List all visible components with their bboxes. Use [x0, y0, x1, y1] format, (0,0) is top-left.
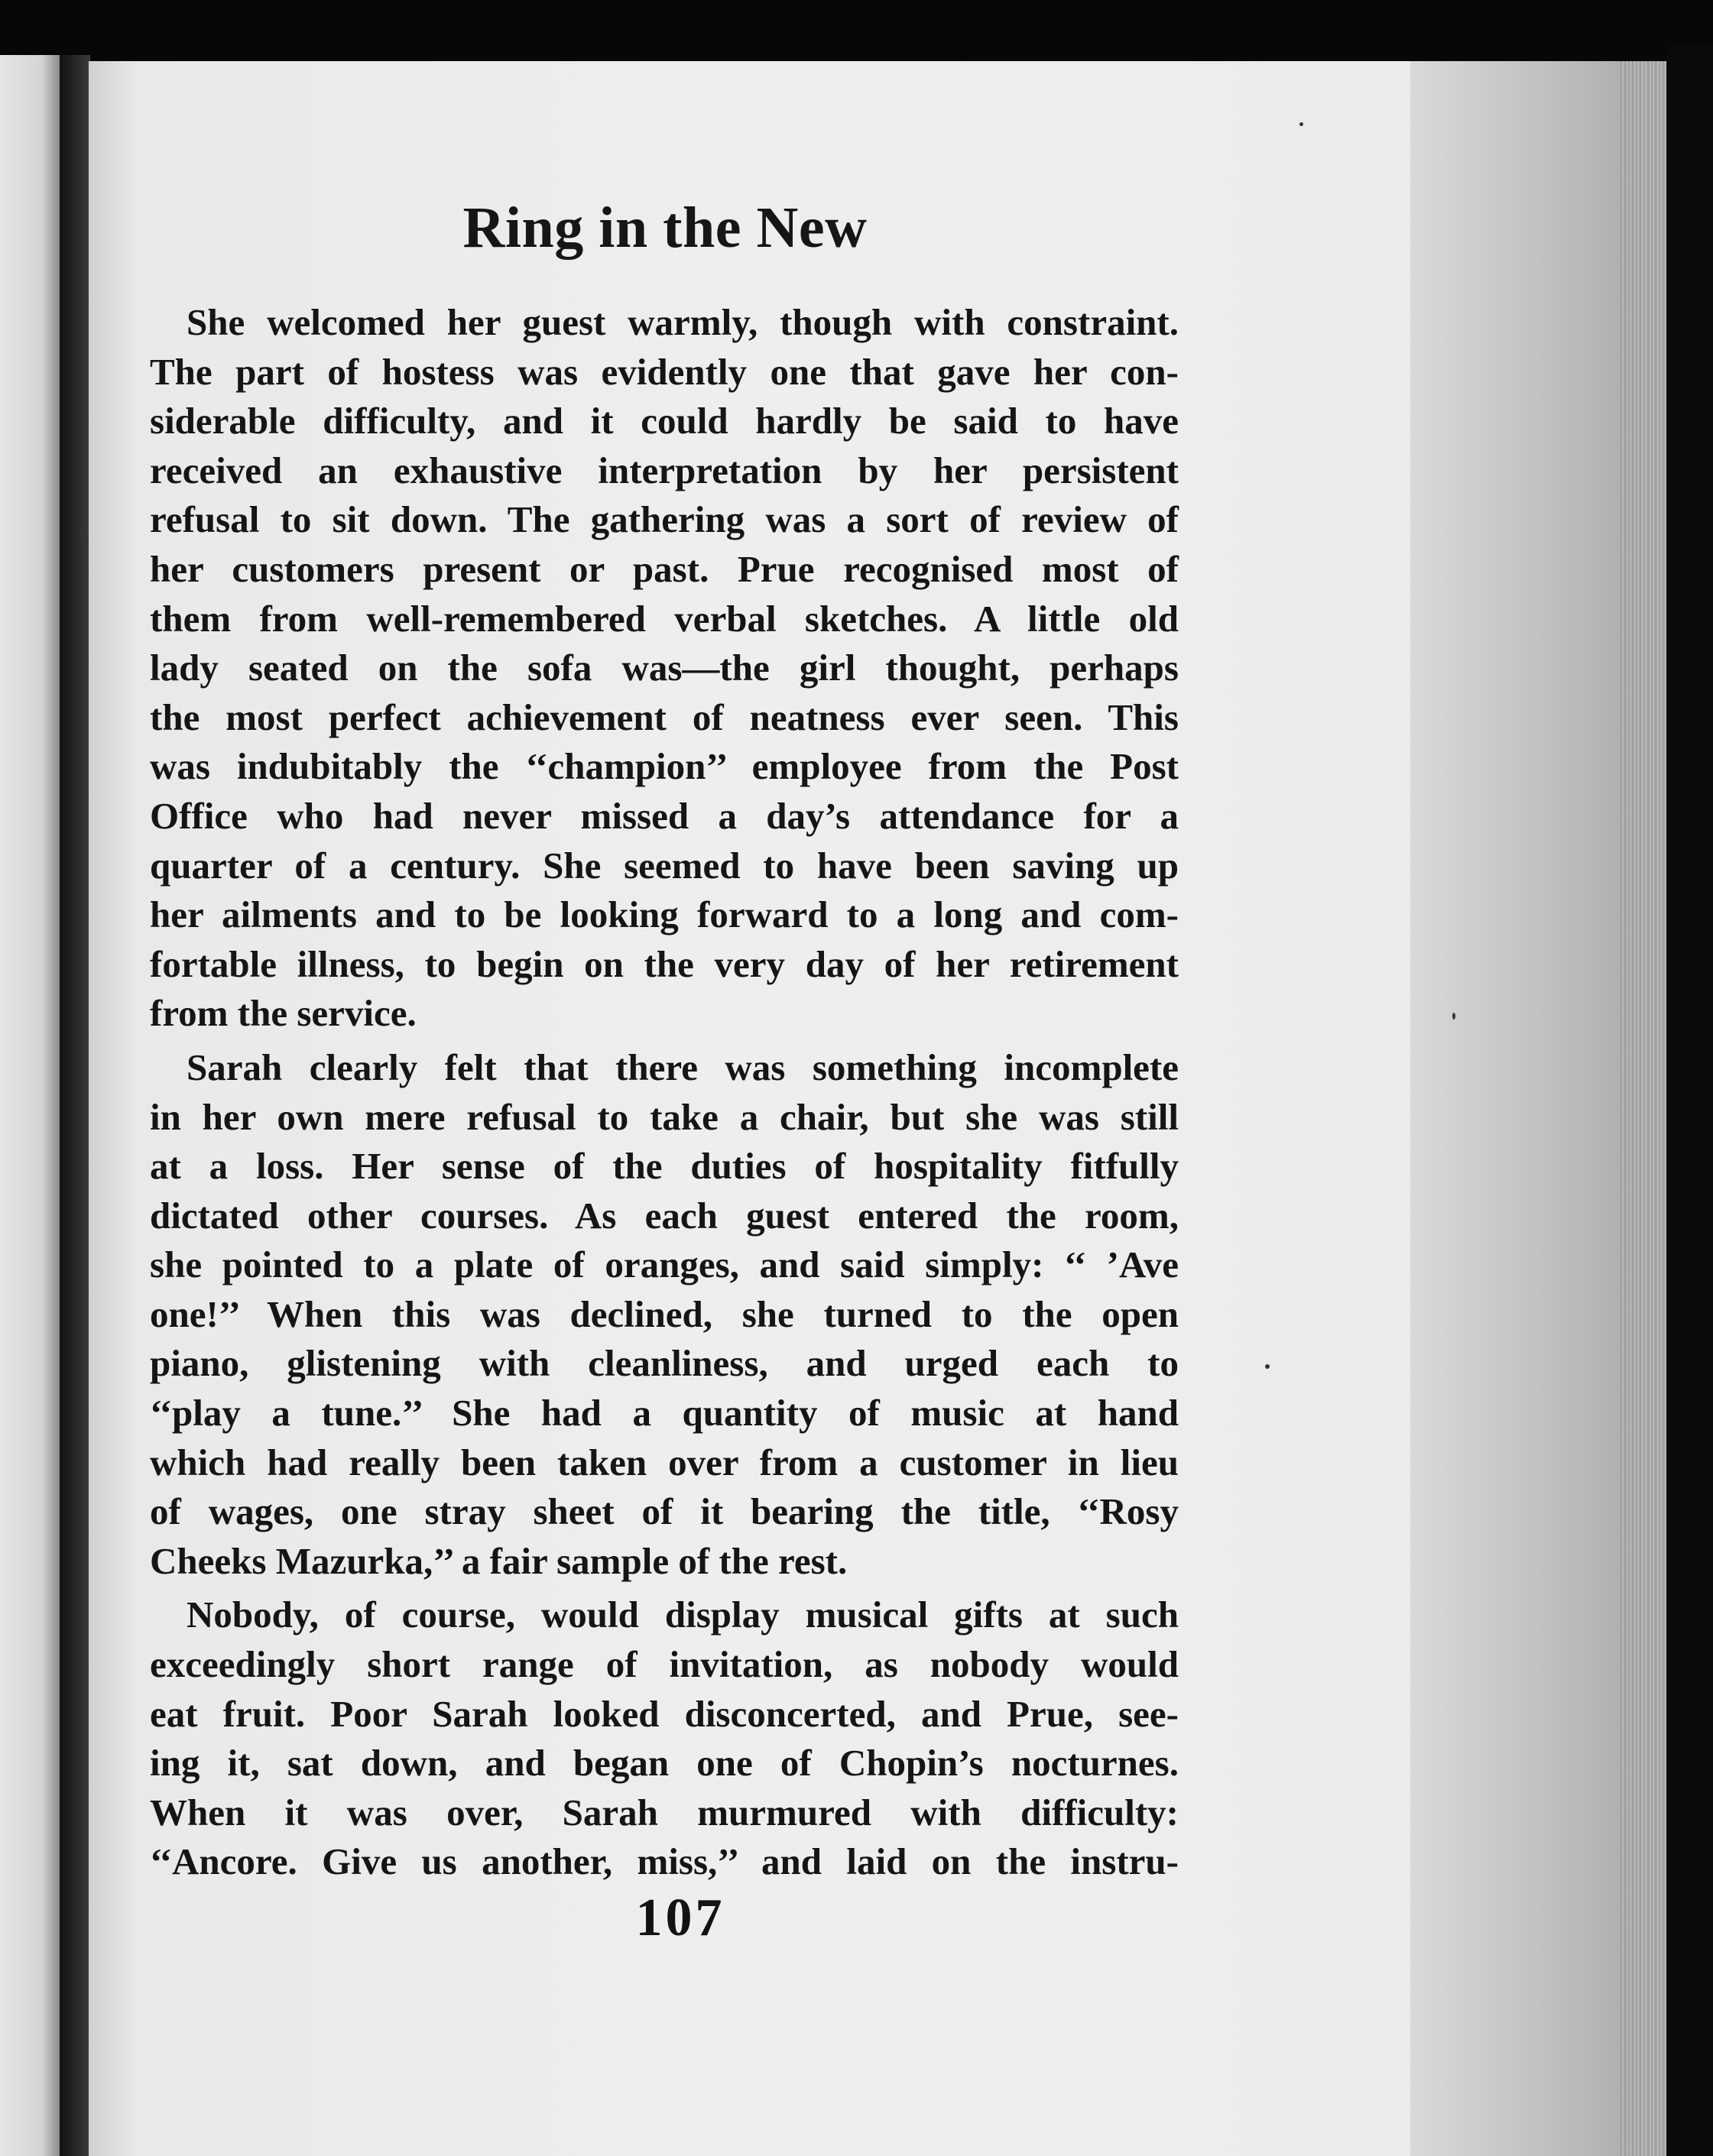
text-line: her customers present or past. Prue recognised most of — [150, 547, 1179, 590]
text-line: lady seated on the sofa was—the girl thought, perhaps — [150, 647, 1179, 689]
text-line: her ailments and to be looking forward to a long and com- — [150, 893, 1179, 936]
text-line: which had really been taken over from a customer in lieu — [150, 1441, 1179, 1483]
page-number: 107 — [635, 1889, 725, 1947]
facing-page-edge — [0, 55, 60, 2156]
text-line: The part of hostess was evidently one that gave her con- — [150, 350, 1179, 393]
paragraph-1 — [150, 298, 1179, 1039]
scan-speck — [1265, 1364, 1270, 1369]
book-gutter — [60, 55, 90, 2156]
text-line: ‘‘play a tune.’’ She had a quantity of music at hand — [150, 1392, 1179, 1435]
text-line: ‘‘Ancore. Give us another, miss,’’ and laid on the instru- — [150, 1840, 1179, 1883]
text-line: She welcomed her guest warmly, though with constraint. — [187, 301, 1179, 343]
text-line: Office who had never missed a day’s attendance for a — [150, 794, 1179, 837]
text-line: eat fruit. Poor Sarah looked disconcerted, and Prue, see- — [150, 1692, 1179, 1735]
scanner-frame-right — [1666, 46, 1713, 2156]
text-line: Cheeks Mazurka,’’ a fair sample of the rest. — [150, 1539, 848, 1582]
text-line: received an exhaustive interpretation by her persistent — [150, 449, 1179, 491]
paragraph-3 — [150, 1590, 1179, 1887]
text-line: them from well-remembered verbal sketches. A little old — [150, 597, 1179, 640]
text-line: the most perfect achievement of neatness ever seen. This — [150, 695, 1179, 738]
text-line: of wages, one stray sheet of it bearing the title, ‘‘Rosy — [150, 1490, 1179, 1533]
text-line: she pointed to a plate of oranges, and said simply: ‘‘ ’Ave — [150, 1243, 1179, 1286]
text-line: Nobody, of course, would display musical gifts at such — [187, 1593, 1179, 1636]
page-stack-edge — [1621, 61, 1666, 2156]
text-line: one!’’ When this was declined, she turned to the open — [150, 1292, 1179, 1335]
text-line: ing it, sat down, and began one of Chopin’s nocturnes. — [150, 1742, 1179, 1785]
text-line: When it was over, Sarah murmured with difficulty: — [150, 1791, 1179, 1833]
scan-speck — [79, 527, 84, 538]
text-line: fortable illness, to begin on the very day of her retirement — [150, 942, 1179, 985]
text-line: in her own mere refusal to take a chair, but she was still — [150, 1095, 1179, 1138]
text-line: refusal to sit down. The gathering was a sort of review of — [150, 498, 1179, 541]
text-line: from the service. — [150, 992, 417, 1035]
text-line: quarter of a century. She seemed to have been saving up — [150, 844, 1179, 887]
scan-speck — [1299, 122, 1303, 126]
scan-speck — [1452, 1013, 1455, 1020]
text-line: was indubitably the ‘‘champion’’ employee from the Post — [150, 745, 1179, 788]
paragraph-2 — [150, 1043, 1179, 1587]
text-line: piano, glistening with cleanliness, and urged each to — [150, 1342, 1179, 1385]
text-line: at a loss. Her sense of the duties of hospitality fitfully — [150, 1145, 1179, 1188]
text-line: dictated other courses. As each guest entered the room, — [150, 1194, 1179, 1237]
text-line: siderable difficulty, and it could hardly be said to have — [150, 400, 1179, 443]
running-title: Ring in the New — [462, 196, 868, 260]
text-line: Sarah clearly felt that there was something incomplete — [187, 1046, 1179, 1088]
body-text — [150, 298, 1179, 1887]
text-line: exceedingly short range of invitation, as nobody would — [150, 1643, 1179, 1686]
scanner-frame-top — [0, 0, 1713, 61]
